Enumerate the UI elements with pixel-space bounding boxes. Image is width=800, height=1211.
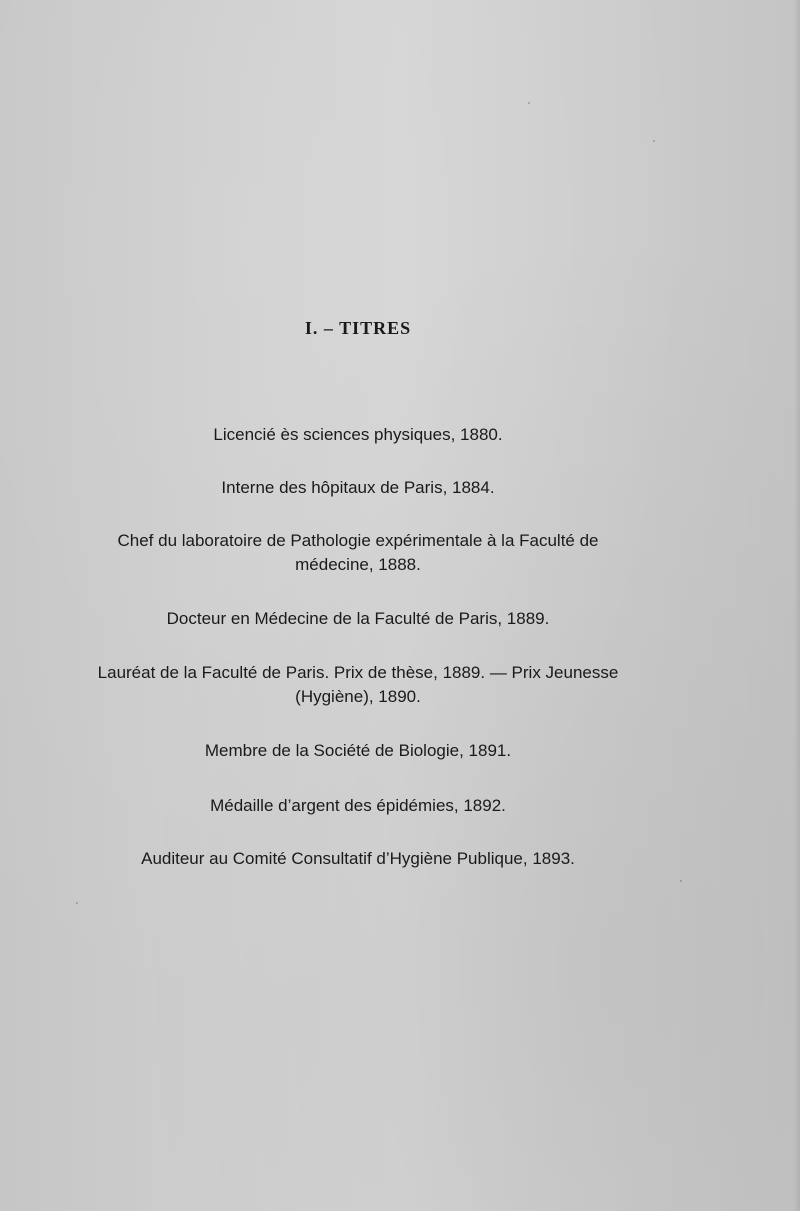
paper-speck [680, 880, 682, 882]
entry-text-continuation: (Hygiène), 1890. [295, 687, 421, 706]
entry-text: Auditeur au Comité Consultatif d’Hygiène Publique, 1893. [141, 849, 575, 868]
title-entry-licencie [0, 423, 716, 447]
entry-text: Chef du laboratoire de Pathologie expérimentale à la Faculté de [117, 531, 599, 550]
entry-text: Licencié ès sciences physiques, 1880. [213, 425, 503, 444]
title-entry-membre [0, 739, 716, 763]
paper-speck [76, 902, 78, 904]
paper-speck [653, 140, 655, 142]
title-entry-auditeur [0, 847, 716, 871]
section-title: I. – TITRES [304, 318, 412, 338]
entry-text: Membre de la Société de Biologie, 1891. [204, 741, 512, 760]
title-entry-docteur [0, 607, 716, 631]
page-edge-shadow [794, 0, 800, 1211]
entry-text: Lauréat de la Faculté de Paris. Prix de thèse, 1889. — Prix Jeunesse [97, 663, 619, 682]
title-entry-medaille [0, 794, 716, 818]
entry-text: Docteur en Médecine de la Faculté de Paris, 1889. [166, 609, 550, 628]
title-entry-laureat [0, 661, 716, 709]
title-entry-chef-laboratoire [0, 529, 716, 577]
paper-speck [528, 102, 530, 104]
title-entry-interne [0, 476, 716, 500]
entry-text: Médaille d’argent des épidémies, 1892. [210, 796, 506, 815]
entry-text-continuation: médecine, 1888. [295, 555, 421, 574]
entry-text: Interne des hôpitaux de Paris, 1884. [221, 478, 495, 497]
